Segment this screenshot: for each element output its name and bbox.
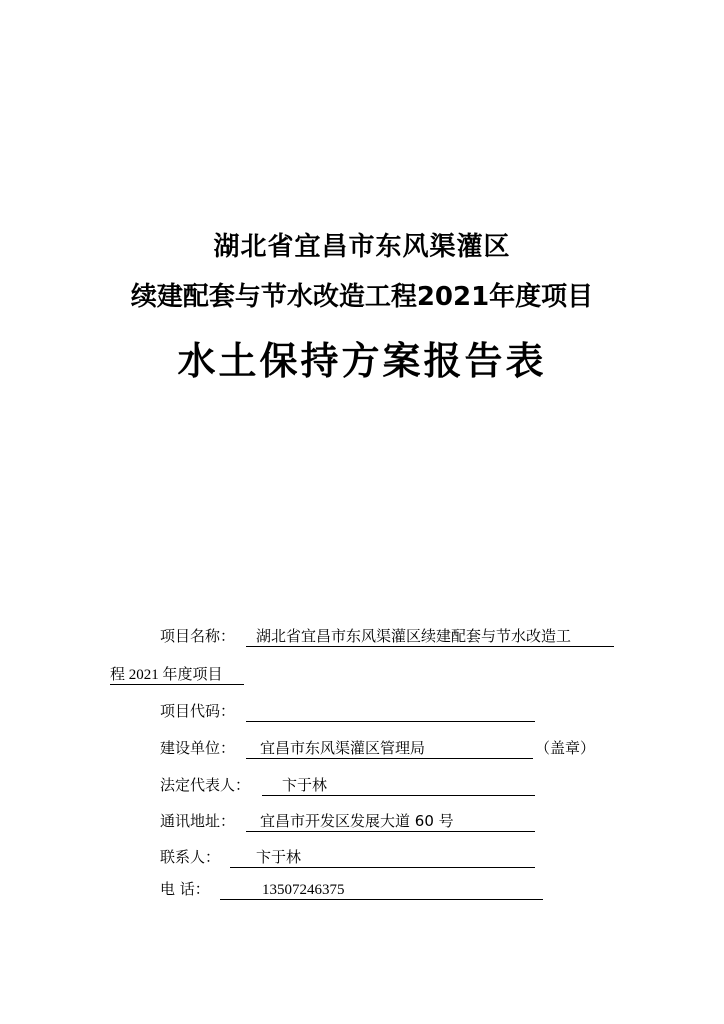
contact-value [230, 847, 535, 868]
project-name-value-line2 [110, 664, 244, 685]
contact-label: 联系人： [160, 848, 221, 866]
project-name-text-1: 湖北省宜昌市东风渠灌区续建配套与节水改造工 [256, 627, 572, 645]
title-line-2: 续建配套与节水改造工程2021年度项目 [130, 282, 594, 312]
legal-rep-label: 法定代表人： [160, 776, 251, 794]
phone-label: 电 话： [160, 880, 210, 898]
address-label: 通讯地址： [160, 812, 236, 830]
stamp-note: （盖章） [535, 739, 596, 757]
contact-text: 卞于林 [256, 848, 302, 866]
project-name-label: 项目名称： [160, 627, 236, 645]
builder-label: 建设单位： [160, 739, 236, 757]
builder-value [246, 738, 533, 759]
title-line-1: 湖北省宜昌市东风渠灌区 [213, 232, 511, 262]
address-text: 宜昌市开发区发展大道 60 号 [260, 812, 454, 830]
legal-rep-value [262, 775, 535, 796]
project-code-label: 项目代码： [160, 702, 236, 720]
project-code-value [246, 701, 535, 722]
address-value [246, 811, 535, 832]
phone-text: 13507246375 [262, 882, 345, 898]
builder-text: 宜昌市东风渠灌区管理局 [260, 739, 426, 757]
legal-rep-text: 卞于林 [282, 776, 328, 794]
report-title: 水土保持方案报告表 [177, 339, 547, 383]
project-name-value-line1 [246, 626, 614, 647]
phone-value [220, 879, 543, 900]
project-name-text-2: 程 2021 年度项目 [110, 667, 223, 683]
